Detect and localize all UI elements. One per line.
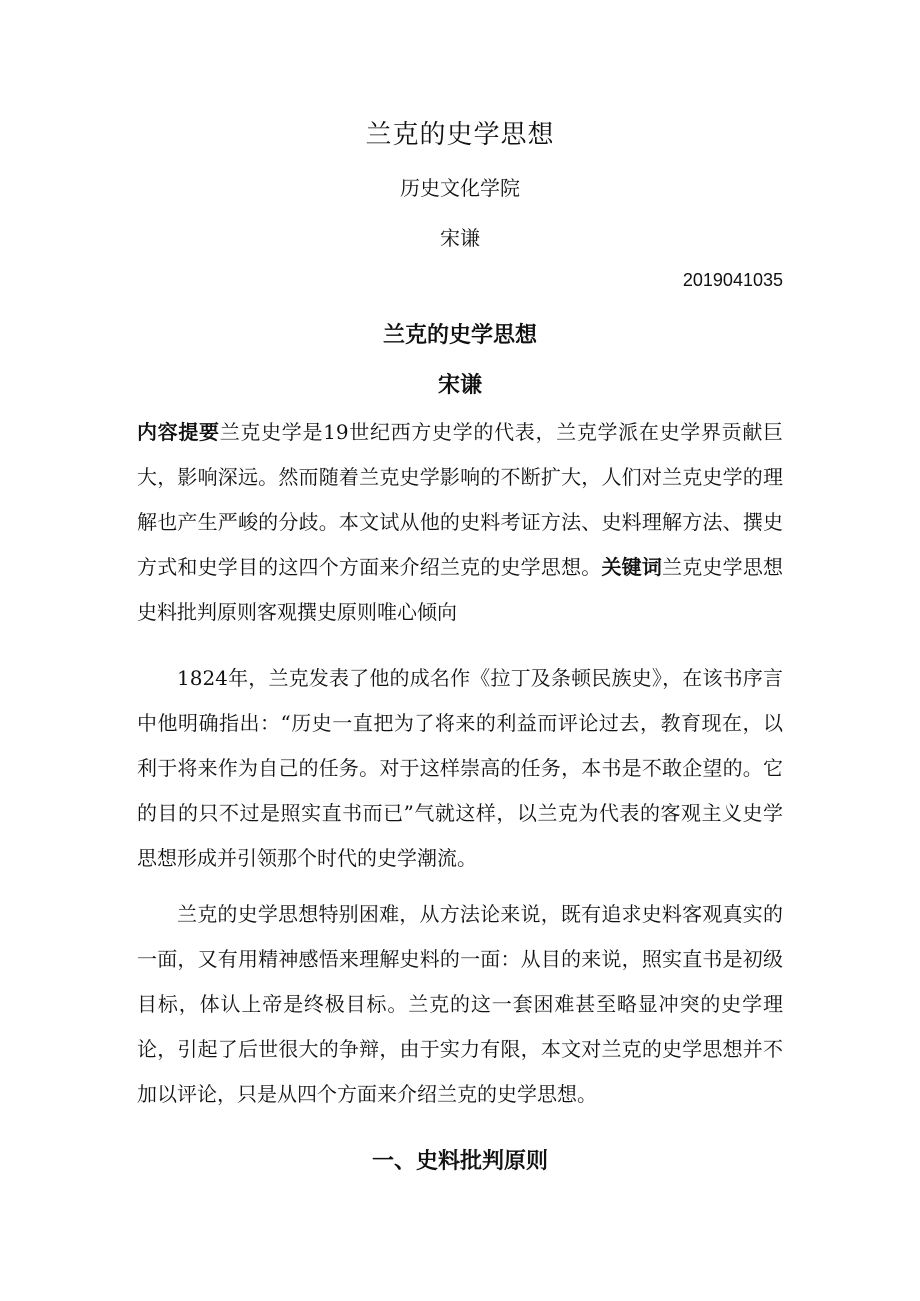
author-name: 宋谦 bbox=[440, 226, 480, 250]
body-paragraph-2: 兰克的史学思想特别困难，从方法论来说，既有追求史料客观真实的一面，又有用精神感悟来理解史料的一面：从目的来说，照实直书是初级目标，体认上帝是终极目标。兰克的这一套困难甚至略显冲突的史学理论，引起了后世很大的争辩，由于实力有限，本文对兰克的史学思想并不加以评论，只是从四个方面来介绍兰克的史学思想。 bbox=[137, 902, 783, 1106]
student-id: 2019041035 bbox=[682, 270, 783, 290]
body-paragraph-1: 1824年，兰克发表了他的成名作《拉丁及条顿民族史》，在该书序言中他明确指出：“历史一直把为了将来的利益而评论过去，教育现在，以利于将来作为自己的任务。对于这样崇高的任务，本书是不敢企望的。它的目的只不过是照实直书而已”气就这样，以兰克为代表的客观主义史学思想形成并引领那个时代的史学潮流。 bbox=[137, 666, 783, 870]
abstract-label: 内容提要 bbox=[137, 420, 220, 444]
keywords-label: 关键词 bbox=[601, 555, 663, 579]
abstract-paragraph bbox=[137, 410, 783, 635]
keywords-text: 兰克史学思想史料批判原则客观撰史原则唯心倾向 bbox=[137, 555, 784, 624]
school-name: 历史文化学院 bbox=[400, 176, 520, 200]
article-title: 兰克的史学思想 bbox=[382, 323, 537, 348]
section-heading: 一、史料批判原则 bbox=[371, 1149, 548, 1174]
article-author: 宋谦 bbox=[437, 373, 482, 398]
document-title: 兰克的史学思想 bbox=[365, 120, 555, 150]
abstract-text: 兰克史学是19世纪西方史学的代表，兰克学派在史学界贡献巨大，影响深远。然而随着兰克史学影响的不断扩大，人们对兰克史学的理解也产生严峻的分歧。本文试从他的史料考证方法、史料理解方法、撰史方式和史学目的这四个方面来介绍兰克的史学思想。 bbox=[137, 420, 784, 579]
